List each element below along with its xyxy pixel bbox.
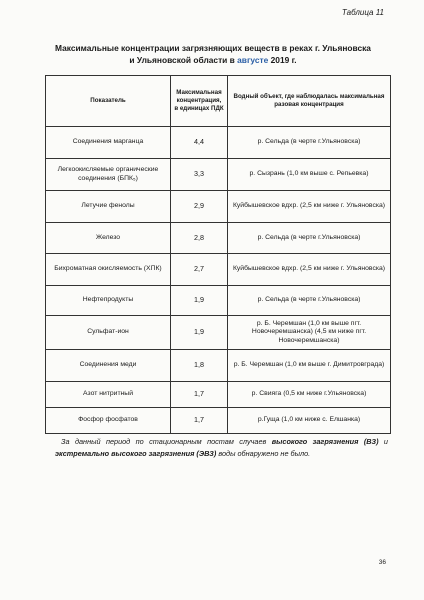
cell-value: 2,9 (171, 191, 228, 223)
cell-indicator: Азот нитритный (46, 382, 171, 408)
concentrations-table (45, 75, 391, 434)
cell-water-body: р. Б. Черемшан (1,0 км выше г. Димитровграда) (228, 350, 391, 382)
cell-indicator: Железо (46, 223, 171, 254)
table-row (46, 286, 391, 316)
cell-water-body: р. Сызрань (1,0 км выше с. Репьевка) (228, 159, 391, 191)
footer-text-1: За данный период по стационарным постам случаев (61, 437, 272, 446)
table-row (46, 223, 391, 254)
cell-water-body: р. Б. Черемшан (1,0 км выше пгт. Новочеремшанска) (4,5 км ниже пгт. Новочеремшанска) (228, 316, 391, 350)
cell-water-body: Куйбышевское вдхр. (2,5 км ниже г. Ульяновска) (228, 254, 391, 286)
cell-water-body: р. Сельда (в черте г.Ульяновска) (228, 286, 391, 316)
cell-water-body: р.Гуща (1,0 км ниже с. Елшанка) (228, 408, 391, 434)
cell-water-body: р. Свияга (0,5 км ниже г.Ульяновска) (228, 382, 391, 408)
table-row (46, 350, 391, 382)
page-number: 36 (378, 559, 386, 566)
cell-value: 2,8 (171, 223, 228, 254)
title-line-2 (40, 54, 386, 66)
cell-value: 4,4 (171, 127, 228, 159)
table-row (46, 191, 391, 223)
footer-text-3: воды обнаружено не было. (216, 449, 311, 458)
cell-indicator: Сульфат-ион (46, 316, 171, 350)
cell-value: 1,9 (171, 316, 228, 350)
cell-water-body: Куйбышевское вдхр. (2,5 км ниже г. Ульяновска) (228, 191, 391, 223)
column-header-water-body: Водный объект, где наблюдалась максимальная разовая концентрация (228, 76, 391, 127)
cell-value: 1,7 (171, 382, 228, 408)
cell-water-body: р. Сельда (в черте г.Ульяновска) (228, 223, 391, 254)
footer-bold-extreme-pollution: экстремально высокого загрязнения (ЭВЗ) (55, 449, 217, 458)
footer-bold-high-pollution: высокого загрязнения (ВЗ) (271, 437, 379, 446)
column-header-max-concentration: Максимальная концентрация, в единицах ПДК (171, 76, 228, 127)
cell-indicator: Соединения марганца (46, 127, 171, 159)
cell-indicator: Нефтепродукты (46, 286, 171, 316)
cell-value: 2,7 (171, 254, 228, 286)
table-row (46, 127, 391, 159)
cell-value: 1,7 (171, 408, 228, 434)
table-row (46, 159, 391, 191)
cell-value: 1,9 (171, 286, 228, 316)
table-number: Таблица 11 (341, 8, 384, 17)
column-header-indicator: Показатель (46, 76, 171, 127)
cell-indicator: Фосфор фосфатов (46, 408, 171, 434)
footer-text-2: и (378, 437, 388, 446)
cell-value: 3,3 (171, 159, 228, 191)
table-title (40, 42, 386, 66)
cell-value: 1,8 (171, 350, 228, 382)
table-row (46, 254, 391, 286)
table-row (46, 382, 391, 408)
cell-indicator: Легкоокисляемые органические соединения (БПК₅) (46, 159, 171, 191)
title-line-1: Максимальные концентрации загрязняющих веществ в реках г. Ульяновска (55, 43, 371, 53)
table-row (46, 408, 391, 434)
title-line-2-start: и Ульяновской области в (129, 55, 238, 65)
title-line-2-end: 2019 г. (268, 55, 297, 65)
cell-indicator: Соединения меди (46, 350, 171, 382)
cell-water-body: р. Сельда (в черте г.Ульяновска) (228, 127, 391, 159)
title-month: августе (237, 55, 269, 65)
table-row (46, 316, 391, 350)
table-header-row (46, 76, 391, 127)
cell-indicator: Летучие фенолы (46, 191, 171, 223)
cell-indicator: Бихроматная окисляемость (ХПК) (46, 254, 171, 286)
footer-note (55, 436, 388, 460)
